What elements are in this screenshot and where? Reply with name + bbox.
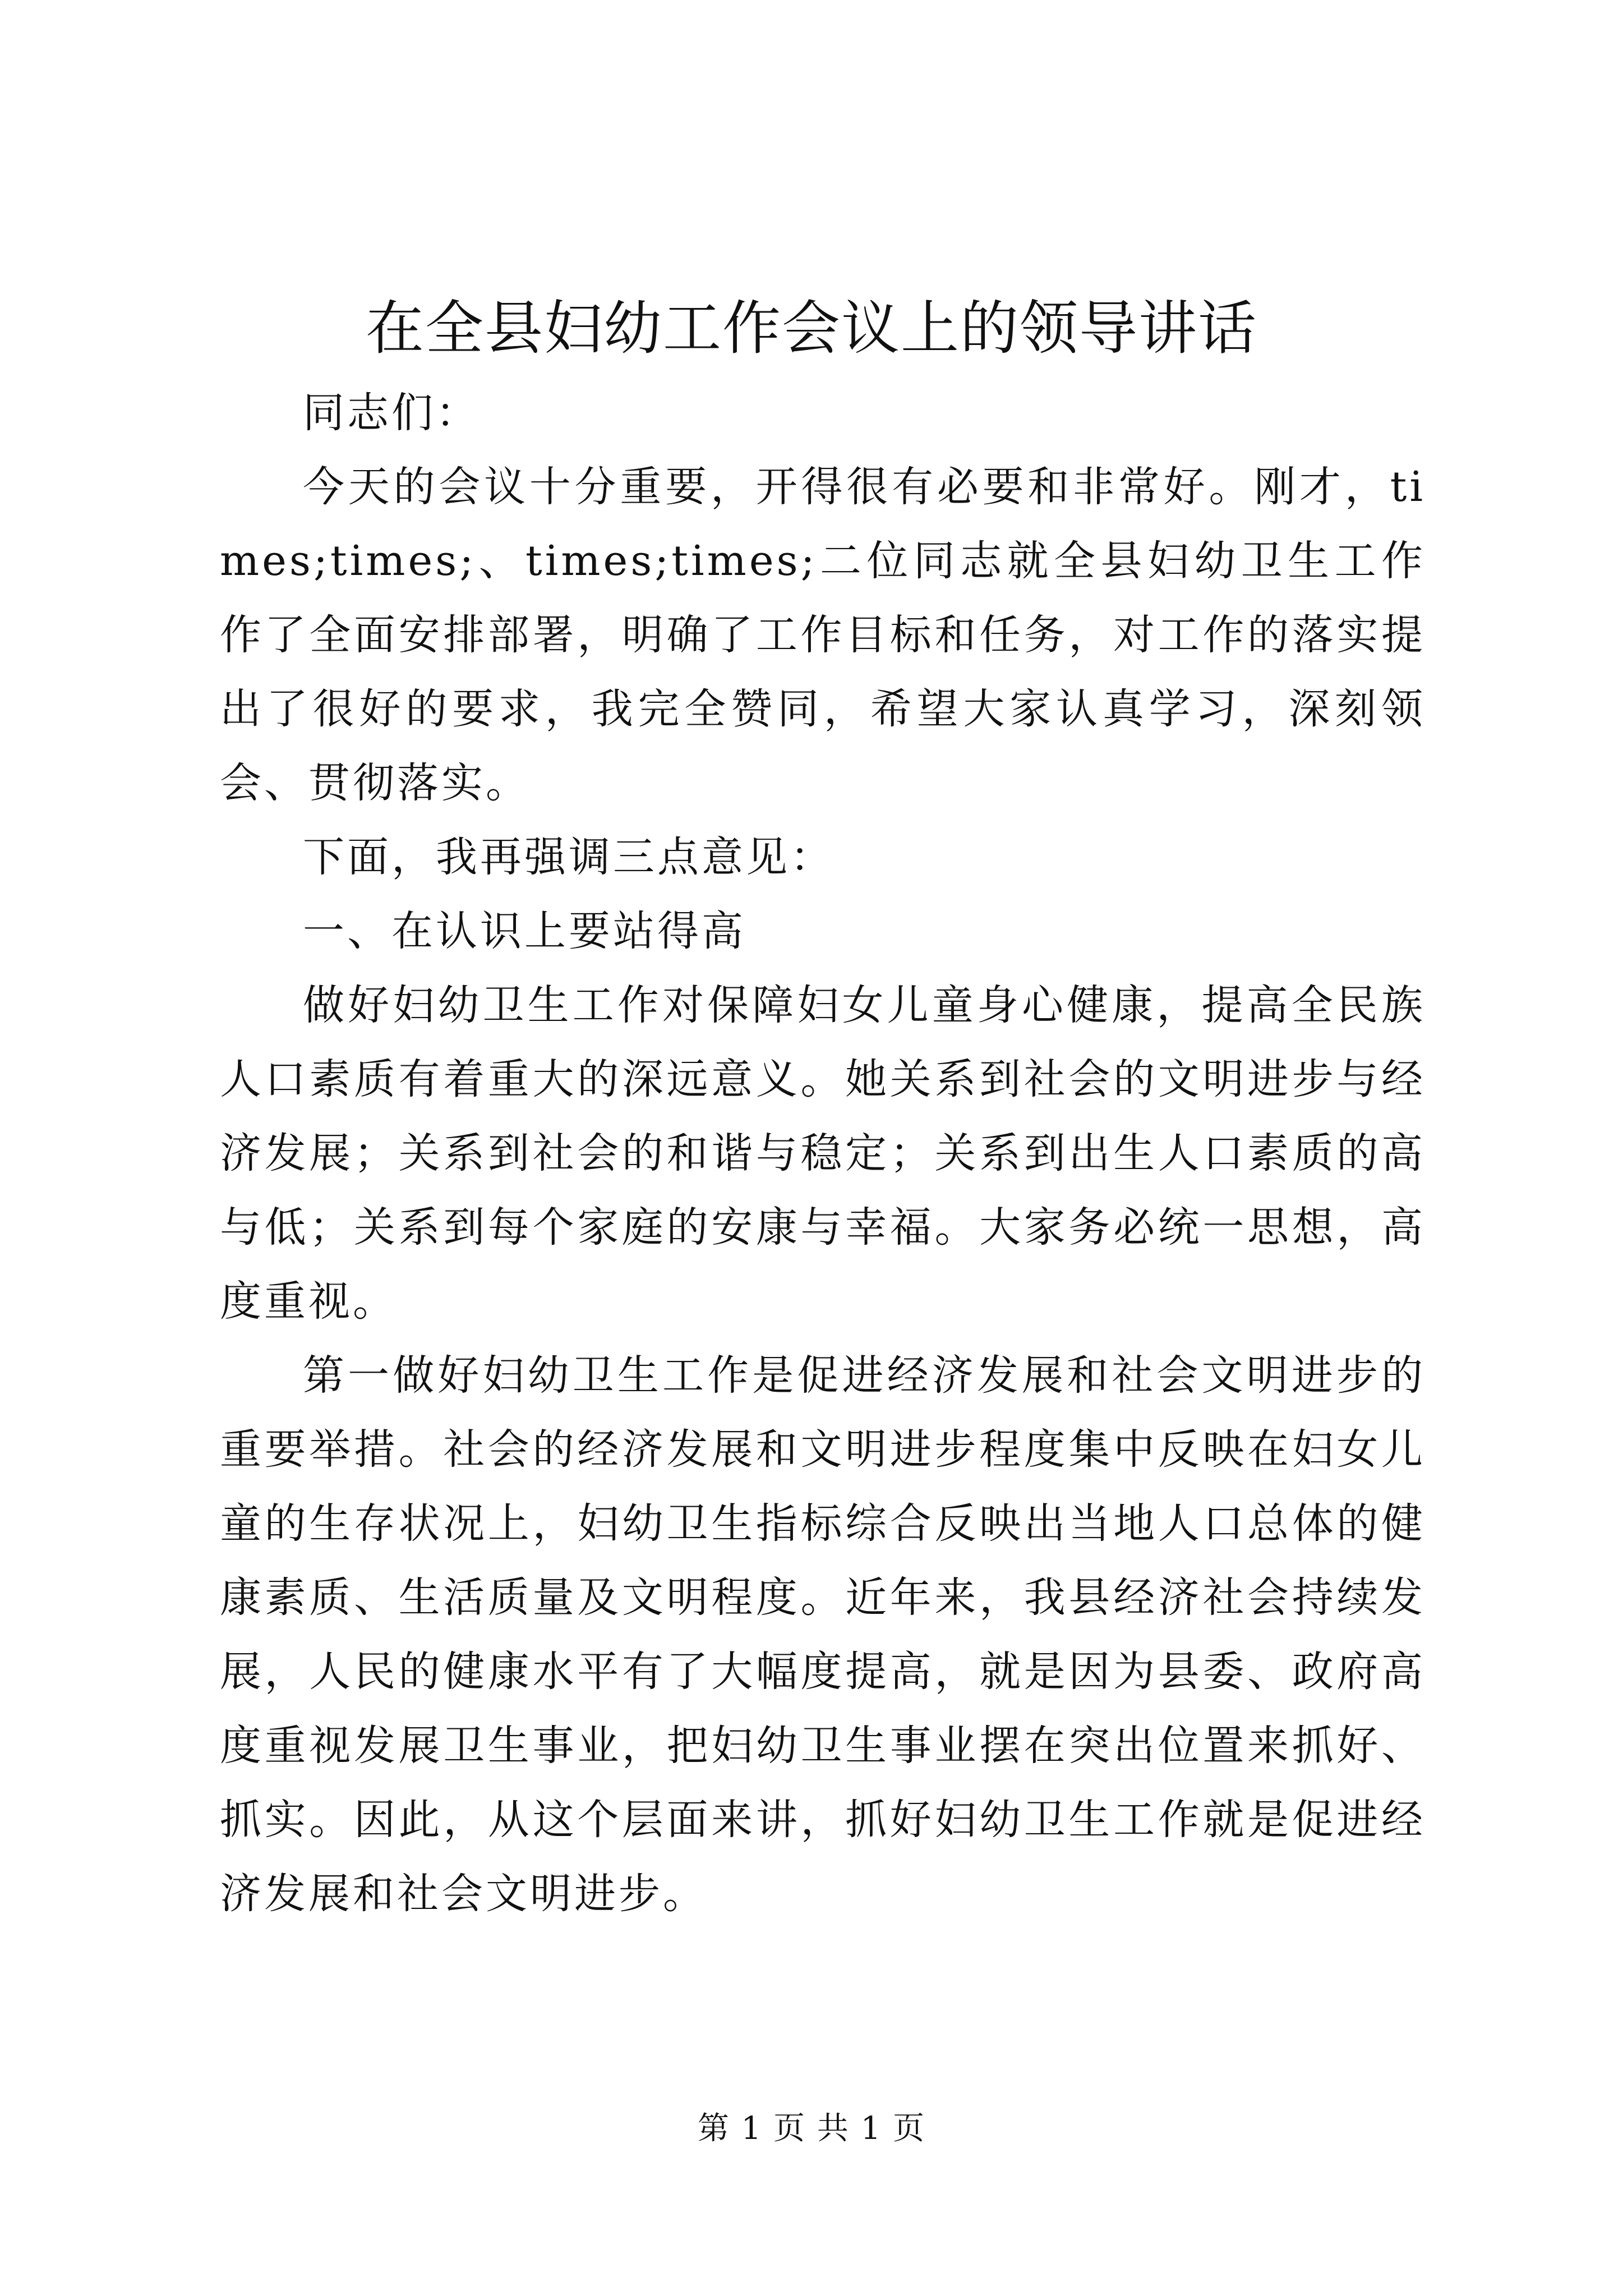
paragraph-first-point: 第一做好妇幼卫生工作是促进经济发展和社会文明进步的重要举措。社会的经济发展和文明进步程度集中反映在妇女儿童的生存状况上，妇幼卫生指标综合反映出当地人口总体的健康素质、生活质量及文明程度。近年来，我县经济社会持续发展，人民的健康水平有了大幅度提高，就是因为县委、政府高度重视发展卫生事业，把妇幼卫生事业摆在突出位置来抓好、抓实。因此，从这个层面来讲，抓好妇幼卫生工作就是促进经济发展和社会文明进步。 <box>220 1351 1426 1918</box>
paragraph-salutation: 同志们： <box>303 389 480 437</box>
paragraph-transition: 下面，我再强调三点意见： <box>303 833 834 881</box>
page-footer: 第 1 页 共 1 页 <box>697 2110 926 2147</box>
document-body <box>220 376 1426 1931</box>
paragraph-significance: 做好妇幼卫生工作对保障妇女儿童身心健康，提高全民族人口素质有着重大的深远意义。她关系到社会的文明进步与经济发展；关系到社会的和谐与稳定；关系到出生人口素质的高与低；关系到每个家庭的安康与幸福。大家务必统一思想，高度重视。 <box>220 981 1426 1326</box>
section-heading-1: 一、在认识上要站得高 <box>303 907 746 955</box>
paragraph-opening: 今天的会议十分重要，开得很有必要和非常好。刚才，times;times;、times;times;二位同志就全县妇幼卫生工作作了全面安排部署，明确了工作目标和任务，对工作的落实提出了很好的要求，我完全赞同，希望大家认真学习，深刻领会、贯彻落实。 <box>220 463 1426 807</box>
document-title: 在全县妇幼工作会议上的领导讲话 <box>365 294 1257 362</box>
